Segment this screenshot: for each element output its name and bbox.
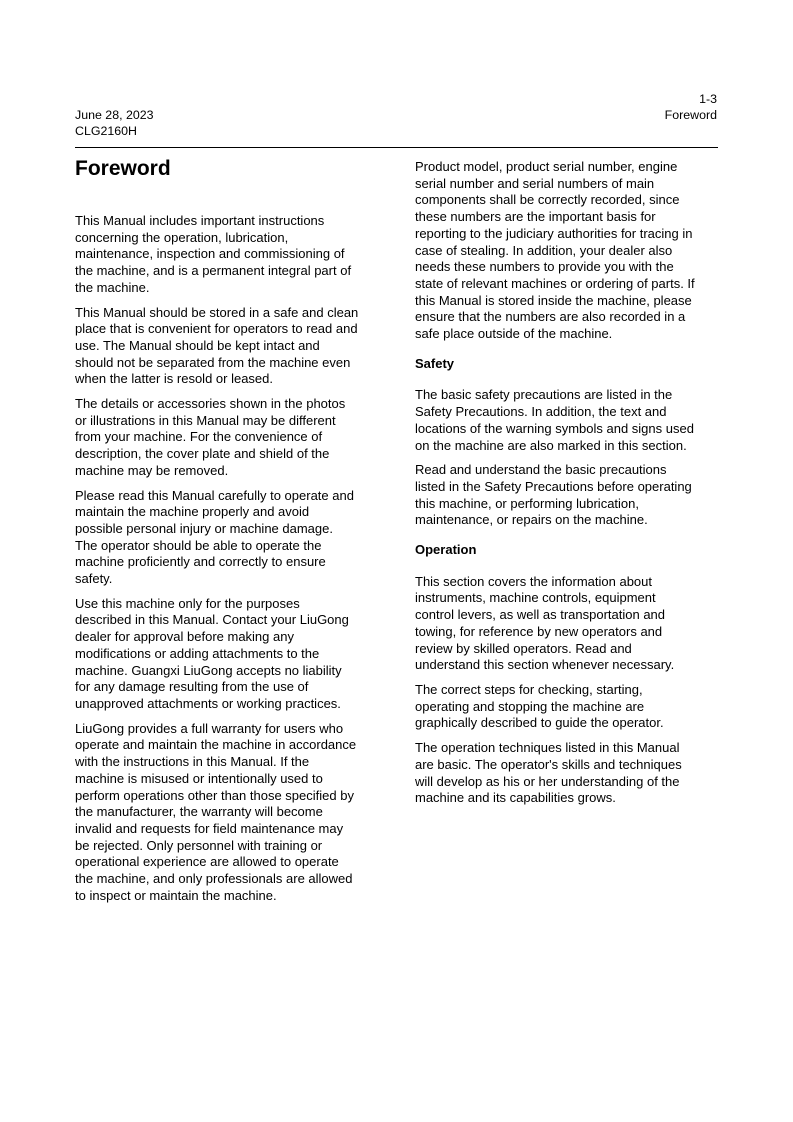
left-column <box>75 155 380 912</box>
paragraph: The operation techniques listed in this Manual are basic. The operator's skills and techniques will develop as his or her understanding of the machine and its capabilities grows. <box>415 740 682 806</box>
paragraph: This Manual includes important instructions concerning the operation, lubrication, maintenance, inspection and commissioning of the machine, and is a permanent integral part of the machine. <box>75 213 352 295</box>
paragraph: The correct steps for checking, starting, operating and stopping the machine are graphically described to guide the operator. <box>415 681 664 731</box>
header-model: CLG2160H <box>75 124 137 138</box>
paragraph: This Manual should be stored in a safe and clean place that is convenient for operators to read and use. The Manual should be kept intact and should not be separated from the machine even when the latter is resold or leased. <box>75 304 359 387</box>
page-title: Foreword <box>75 157 171 180</box>
header-divider <box>75 147 718 148</box>
right-column <box>415 159 720 815</box>
header-right <box>665 91 717 123</box>
paragraph: Please read this Manual carefully to operate and maintain the machine properly and avoid possible personal injury or machine damage. The operator should be able to operate the machine proficiently and correctly to ensure safety. <box>75 487 354 587</box>
header-section: Foreword <box>664 108 717 122</box>
header-page-number: 1-3 <box>699 92 717 106</box>
paragraph: The basic safety precautions are listed in the Safety Precautions. In addition, the text and locations of the warning symbols and signs used on the machine are also marked in this section. <box>415 387 694 453</box>
paragraph: Product model, product serial number, engine serial number and serial numbers of main components shall be correctly recorded, since these numbers are the important basis for reporting to the judiciary authorities for tracing in case of stealing. In addition, your dealer also needs these numbers to provide you with the state of relevant machines or ordering of parts. If this Manual is stored inside the machine, please ensure that the numbers are also recorded in a safe place outside of the machine. <box>415 159 695 342</box>
header-date: June 28, 2023 <box>75 108 154 122</box>
paragraph: LiuGong provides a full warranty for users who operate and maintain the machine in accordance with the instructions in this Manual. If the machine is misused or intentionally used to perform operations other than those specified by the manufacturer, the warranty will become invalid and requests for field maintenance may be rejected. Only personnel with training or operational experience are allowed to operate the machine, and only professionals are allowed to inspect or maintain the machine. <box>75 720 357 903</box>
paragraph: Read and understand the basic precautions listed in the Safety Precautions before operating this machine, or performing lubrication, maintenance, or repairs on the machine. <box>415 462 692 528</box>
header-left <box>75 107 154 139</box>
paragraph: Use this machine only for the purposes described in this Manual. Contact your LiuGong dealer for approval before making any modifications or adding attachments to the machine. Guangxi LiuGong accepts no liability for any damage resulting from the use of unapproved attachments or working practices. <box>75 595 349 711</box>
safety-heading: Safety <box>415 355 455 371</box>
paragraph: The details or accessories shown in the photos or illustrations in this Manual may be different from your machine. For the convenience of description, the cover plate and shield of the machine may be removed. <box>75 396 346 478</box>
operation-heading: Operation <box>415 542 477 558</box>
paragraph: This section covers the information about instruments, machine controls, equipment control levers, as well as transportation and towing, for reference by new operators and review by skilled operators. Read and understand this section whenever necessary. <box>415 573 675 673</box>
